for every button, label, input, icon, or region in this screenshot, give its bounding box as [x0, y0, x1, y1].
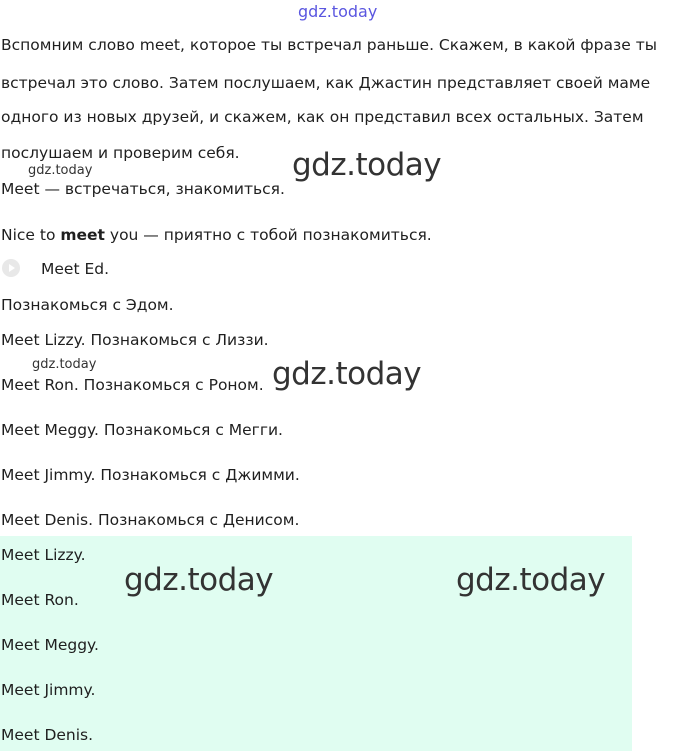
watermark-small: gdz.today — [32, 357, 97, 372]
intro-line-2: встречал это слово. Затем послушаем, как Джастин представляет своей маме — [1, 74, 651, 92]
watermark-big: gdz.today — [124, 562, 274, 598]
intro-line-3: одного из новых друзей, и скажем, как он представил всех остальных. Затем — [1, 108, 644, 126]
phrase-before: Nice to — [1, 226, 61, 244]
translation-line: Познакомься с Эдом. — [1, 296, 174, 314]
phrase-bold: meet — [60, 226, 105, 244]
audio-line: Meet Ed. — [41, 260, 110, 278]
answer-line: Meet Lizzy. — [1, 546, 86, 564]
answer-line: Meet Ron. — [1, 591, 79, 609]
phrase — [1, 226, 432, 244]
translation-line: Meet Jimmy. Познакомься с Джимми. — [1, 466, 300, 484]
answer-line: Meet Denis. — [1, 726, 94, 744]
phrase-after: you — приятно с тобой познакомиться. — [104, 226, 432, 244]
watermark-top: gdz.today — [298, 2, 378, 21]
translation-line: Meet Meggy. Познакомься с Мегги. — [1, 421, 283, 439]
translation-line: Meet Ron. Познакомься с Роном. — [1, 376, 264, 394]
watermark-big: gdz.today — [456, 562, 606, 598]
answer-line: Meet Meggy. — [1, 636, 99, 654]
answer-line: Meet Jimmy. — [1, 681, 96, 699]
translation-line: Meet Denis. Познакомься с Денисом. — [1, 511, 300, 529]
intro-line-1: Вспомним слово meet, которое ты встречал раньше. Скажем, в какой фразе ты — [1, 36, 657, 54]
definition: Meet — встречаться, знакомиться. — [1, 180, 285, 198]
watermark-big: gdz.today — [292, 147, 442, 183]
watermark-big: gdz.today — [272, 356, 422, 392]
intro-line-4: послушаем и проверим себя. — [1, 144, 240, 162]
translation-line: Meet Lizzy. Познакомься с Лиззи. — [1, 331, 269, 349]
play-audio-button[interactable] — [2, 259, 20, 277]
watermark-small: gdz.today — [28, 163, 93, 178]
